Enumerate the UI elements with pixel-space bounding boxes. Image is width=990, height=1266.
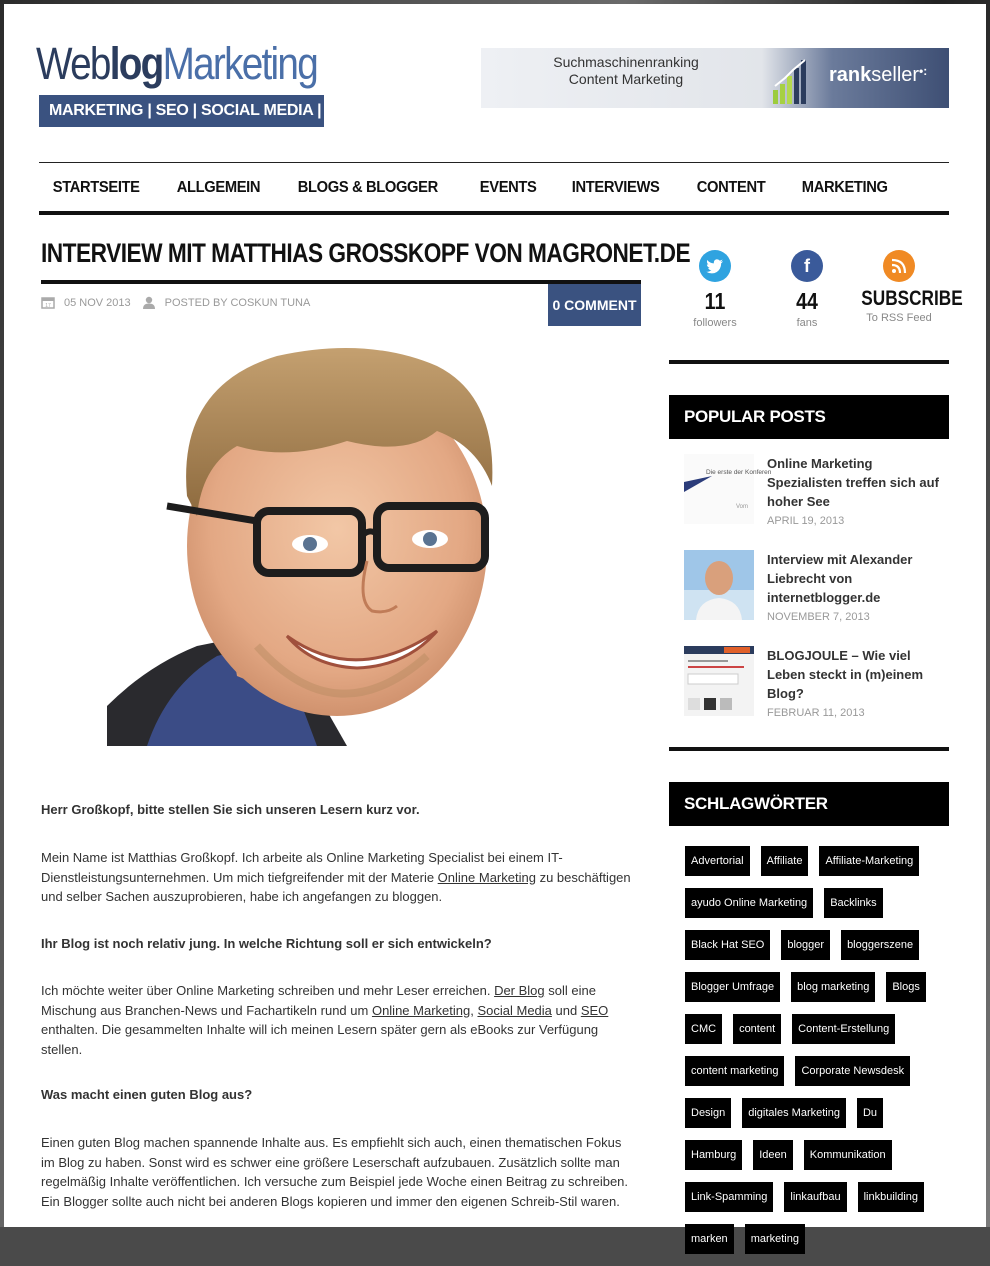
main-nav xyxy=(39,172,911,206)
tag-link[interactable]: content marketing xyxy=(685,1056,784,1086)
tag-link[interactable]: bloggerszene xyxy=(841,930,919,960)
answer-text: und xyxy=(551,1002,581,1018)
tags-heading: SCHLAGWÖRTER xyxy=(669,782,949,826)
tag-link[interactable]: ayudo Online Marketing xyxy=(685,888,813,918)
answer-text: Ich möchte weiter über Online Marketing schreiben und mehr Leser erreichen. xyxy=(41,983,495,998)
link-der-blog[interactable]: Der Blog xyxy=(494,983,545,998)
twitter-count: 11 xyxy=(704,288,726,314)
interview-answer-3: Einen guten Blog machen spannende Inhalte aus. Es empfiehlt sich auch, einen thematischen Fokus im Blog zu haben. Sonst wird es schwer eine größere Leserschaft aufzubauen. Zusätzlich sollte man regelmäßig Inhalte veröffentlichen. Ich versuche zum Beispiel jede Woche einen Beitrag zu schreiben. Ein Blogger sollte auch nicht bei anderen Blogs kopieren und immer den eigenen Schreib-Stil waren. xyxy=(41,1135,629,1209)
calendar-icon xyxy=(41,296,55,309)
tag-link[interactable]: Affiliate xyxy=(761,846,809,876)
post-author[interactable]: POSTED BY COSKUN TUNA xyxy=(164,296,311,309)
tag-link[interactable]: Content-Erstellung xyxy=(792,1014,895,1044)
popular-post-title[interactable]: Online Marketing Spezialisten treffen sich auf hoher See xyxy=(767,456,939,509)
tag-link[interactable]: Hamburg xyxy=(685,1140,742,1170)
tag-link[interactable]: CMC xyxy=(685,1014,722,1044)
tag-link[interactable]: marken xyxy=(685,1224,734,1254)
tag-link[interactable]: Advertorial xyxy=(685,846,750,876)
tag-link[interactable]: content xyxy=(733,1014,781,1044)
rss-icon xyxy=(883,250,915,282)
popular-post-thumbnail[interactable] xyxy=(684,646,754,716)
tag-link[interactable]: Kommunikation xyxy=(804,1140,892,1170)
link-social-media[interactable]: Social Media xyxy=(477,1002,552,1018)
facebook-label: fans xyxy=(796,317,818,329)
logo-tagline: MARKETING | SEO | SOCIAL MEDIA | TRAFFIC xyxy=(39,95,324,127)
svg-text:17: 17 xyxy=(45,303,51,309)
tag-link[interactable]: linkbuilding xyxy=(858,1182,924,1212)
interview-answer-1 xyxy=(41,848,636,907)
interview-question-2: Ihr Blog ist noch relativ jung. In welche Richtung soll er sich entwickeln? xyxy=(41,936,492,951)
rss-subscribe[interactable] xyxy=(853,250,963,324)
sidebar-rule xyxy=(669,747,949,751)
sidebar-rule xyxy=(669,360,949,364)
post-featured-image xyxy=(107,346,579,746)
tag-link[interactable]: Black Hat SEO xyxy=(685,930,770,960)
post-meta xyxy=(41,296,310,309)
answer-text: enthalten. Die gesammelten Inhalte will ich meinen Lesern später gern als eBooks zur Verfügung stellen. xyxy=(41,1022,599,1057)
popular-post-title[interactable]: BLOGJOULE – Wie viel Leben steckt in (m)einem Blog? xyxy=(767,648,924,701)
post-date: 05 NOV 2013 xyxy=(64,296,131,309)
tag-link[interactable]: Link-Spamming xyxy=(685,1182,773,1212)
tag-link[interactable]: linkaufbau xyxy=(784,1182,846,1212)
thumb-caption: Die erste der Konferen xyxy=(706,469,772,476)
tag-link[interactable]: marketing xyxy=(745,1224,805,1254)
popular-post-date: NOVEMBER 7, 2013 xyxy=(767,611,870,623)
answer-text: soll eine Mischung aus Branchen-News und Fachartikeln rund um xyxy=(41,983,596,1018)
tag-link[interactable]: digitales Marketing xyxy=(742,1098,846,1128)
answer-text: Mein Name ist Matthias Großkopf. Ich arbeite als Online Marketing Specialist bei einem IT-Dienstleistungsunternehmen. Um mich tiefgreifender mit der Materie xyxy=(41,850,563,885)
tag-link[interactable]: Design xyxy=(685,1098,731,1128)
nav-item-startseite[interactable]: STARTSEITE xyxy=(52,179,140,196)
tag-link[interactable]: Ideen xyxy=(753,1140,793,1170)
facebook-icon: f xyxy=(791,250,823,282)
portrait-image xyxy=(107,346,579,746)
popular-post-title[interactable]: Interview mit Alexander Liebrecht von internetblogger.de xyxy=(767,552,913,605)
nav-item-allgemein[interactable]: ALLGEMEIN xyxy=(177,179,261,196)
answer-text: zu beschäftigen und selber Sachen auszuprobieren, habe ich angefangen zu bloggen. xyxy=(41,869,631,904)
popular-post-thumbnail[interactable] xyxy=(684,454,772,524)
nav-item-marketing[interactable]: MARKETING xyxy=(801,179,888,196)
popular-post-date: APRIL 19, 2013 xyxy=(767,515,845,527)
tag-link[interactable]: Du xyxy=(857,1098,883,1128)
nav-top-rule xyxy=(39,162,949,163)
interview-question-1: Herr Großkopf, bitte stellen Sie sich unseren Lesern kurz vor. xyxy=(41,802,420,817)
nav-item-interviews[interactable]: INTERVIEWS xyxy=(571,179,660,196)
popular-posts-heading: POPULAR POSTS xyxy=(669,395,949,439)
tag-link[interactable]: Corporate Newsdesk xyxy=(795,1056,910,1086)
tag-link[interactable]: Blogs xyxy=(886,972,926,1002)
tag-link[interactable]: blogger xyxy=(781,930,830,960)
link-online-marketing[interactable]: Online Marketing xyxy=(437,869,536,885)
tag-link[interactable]: blog marketing xyxy=(791,972,875,1002)
banner-text xyxy=(481,54,771,88)
svg-text:Vom: Vom xyxy=(736,504,749,510)
subscribe-title: SUBSCRIBE xyxy=(861,287,963,310)
tag-cloud xyxy=(681,846,949,1266)
facebook-counter[interactable] xyxy=(761,250,853,329)
nav-bottom-rule xyxy=(39,211,949,215)
banner-line-1: Suchmaschinenranking xyxy=(553,54,699,70)
nav-item-events[interactable]: EVENTS xyxy=(480,179,537,196)
post-title: INTERVIEW MIT MATTHIAS GROSSKOPF VON MAGRONET.DE xyxy=(41,238,691,268)
logo-part-web: Web xyxy=(36,38,110,89)
link-online-marketing[interactable]: Online Marketing xyxy=(371,1002,471,1018)
brand-part-b: seller xyxy=(871,64,920,86)
popular-post-thumbnail[interactable] xyxy=(684,550,754,620)
banner-ad[interactable] xyxy=(481,48,949,108)
brand-part-a: rank xyxy=(829,64,872,86)
tag-link[interactable]: Backlinks xyxy=(824,888,882,918)
nav-item-content[interactable]: CONTENT xyxy=(696,179,766,196)
link-seo[interactable]: SEO xyxy=(580,1002,609,1018)
rankseller-logo: rankseller•: xyxy=(829,64,928,86)
interview-question-3: Was macht einen guten Blog aus? xyxy=(41,1087,253,1102)
answer-text: , xyxy=(470,1002,478,1018)
comment-count-button[interactable]: 0 COMMENT xyxy=(548,284,641,326)
bar-chart-icon xyxy=(771,56,811,104)
interview-answer-2 xyxy=(41,981,636,1059)
subscribe-label: To RSS Feed xyxy=(866,312,932,324)
user-icon xyxy=(142,296,156,309)
logo-part-marketing: Marketing xyxy=(162,38,318,89)
tag-link[interactable]: Affiliate-Marketing xyxy=(819,846,919,876)
nav-item-blogs-blogger[interactable]: BLOGS & BLOGGER xyxy=(297,179,438,196)
logo-part-log: log xyxy=(109,38,163,89)
tag-link[interactable]: Blogger Umfrage xyxy=(685,972,780,1002)
twitter-counter[interactable] xyxy=(669,250,761,329)
site-logo[interactable] xyxy=(36,36,317,92)
popular-post-date: FEBRUAR 11, 2013 xyxy=(767,707,865,719)
twitter-label: followers xyxy=(693,317,737,329)
banner-line-2: Content Marketing xyxy=(568,71,684,87)
twitter-icon xyxy=(699,250,731,282)
facebook-count: 44 xyxy=(796,288,818,314)
